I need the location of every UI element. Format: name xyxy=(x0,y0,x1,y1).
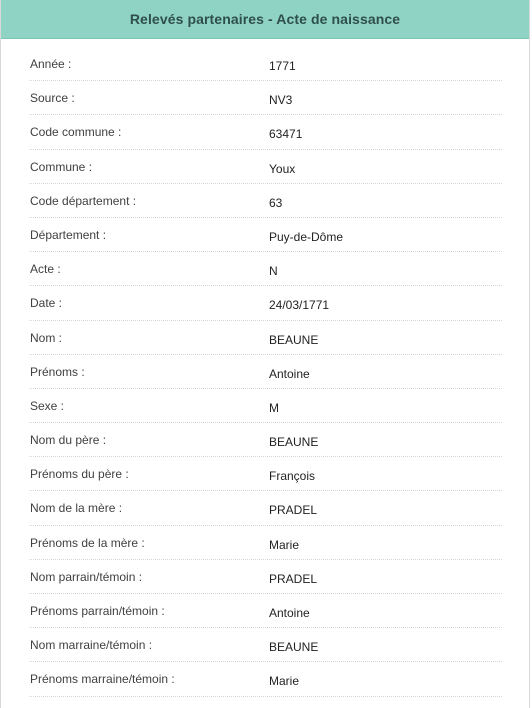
panel-header xyxy=(1,0,529,39)
field-value: PRADEL xyxy=(269,571,318,586)
field-value: 63471 xyxy=(269,127,303,142)
page-title: Relevés partenaires - Acte de naissance xyxy=(129,11,401,27)
field-label: Nom de la mère : xyxy=(30,501,123,516)
field-value: 24/03/1771 xyxy=(269,298,330,313)
field-value: Youx xyxy=(269,161,296,176)
field-value: BEAUNE xyxy=(269,640,319,655)
field-row-prenoms xyxy=(29,355,502,389)
field-label: Source : xyxy=(30,91,75,106)
field-label: Nom parrain/témoin : xyxy=(30,569,143,584)
field-row-prenoms-pere xyxy=(29,457,502,491)
field-label: Prénoms de la mère : xyxy=(30,535,145,550)
field-label: Prénoms marraine/témoin : xyxy=(30,672,175,687)
record-fields xyxy=(1,39,529,697)
field-label: Année : xyxy=(30,57,72,71)
field-row-nom-mere xyxy=(29,491,502,525)
field-label: Code commune : xyxy=(30,125,122,140)
field-value: PRADEL xyxy=(269,503,318,518)
field-value: François xyxy=(269,469,316,484)
field-row-prenoms-mere xyxy=(29,526,502,560)
field-label: Prénoms du père : xyxy=(30,467,129,482)
field-label: Prénoms parrain/témoin : xyxy=(30,604,165,618)
field-row-commune xyxy=(29,150,502,184)
field-value: Antoine xyxy=(269,606,310,620)
field-row-prenoms-parrain xyxy=(29,594,502,628)
field-row-nom xyxy=(29,321,502,355)
field-value: Marie xyxy=(269,537,300,552)
field-row-source xyxy=(29,81,502,115)
field-row-annee xyxy=(29,47,502,81)
field-row-code-departement xyxy=(29,184,502,218)
field-label: Département : xyxy=(30,227,107,242)
field-row-nom-parrain xyxy=(29,560,502,594)
field-row-sexe xyxy=(29,389,502,423)
field-value: NV3 xyxy=(269,93,293,108)
field-value: 1771 xyxy=(269,59,296,73)
field-row-code-commune xyxy=(29,115,502,149)
field-label: Commune : xyxy=(30,159,93,174)
field-row-nom-marraine xyxy=(29,628,502,662)
field-value: BEAUNE xyxy=(269,332,319,347)
field-label: Prénoms : xyxy=(30,364,85,379)
field-row-date xyxy=(29,286,502,320)
field-label: Nom marraine/témoin : xyxy=(30,638,153,653)
field-label: Nom du père : xyxy=(30,433,107,448)
field-label: Code département : xyxy=(30,193,137,208)
field-value: Antoine xyxy=(269,366,310,381)
field-label: Nom : xyxy=(30,330,63,345)
field-label: Date : xyxy=(30,296,63,311)
field-label: Acte : xyxy=(30,262,61,277)
field-row-departement xyxy=(29,218,502,252)
field-row-nom-pere xyxy=(29,423,502,457)
field-value: M xyxy=(269,400,279,415)
field-value: BEAUNE xyxy=(269,435,319,450)
field-row-prenoms-marraine xyxy=(29,662,502,696)
field-value: Puy-de-Dôme xyxy=(269,229,344,244)
field-row-acte xyxy=(29,252,502,286)
field-label: Sexe : xyxy=(30,398,65,413)
field-value: Marie xyxy=(269,674,300,689)
field-value: 63 xyxy=(269,195,283,210)
field-value: N xyxy=(269,264,278,279)
